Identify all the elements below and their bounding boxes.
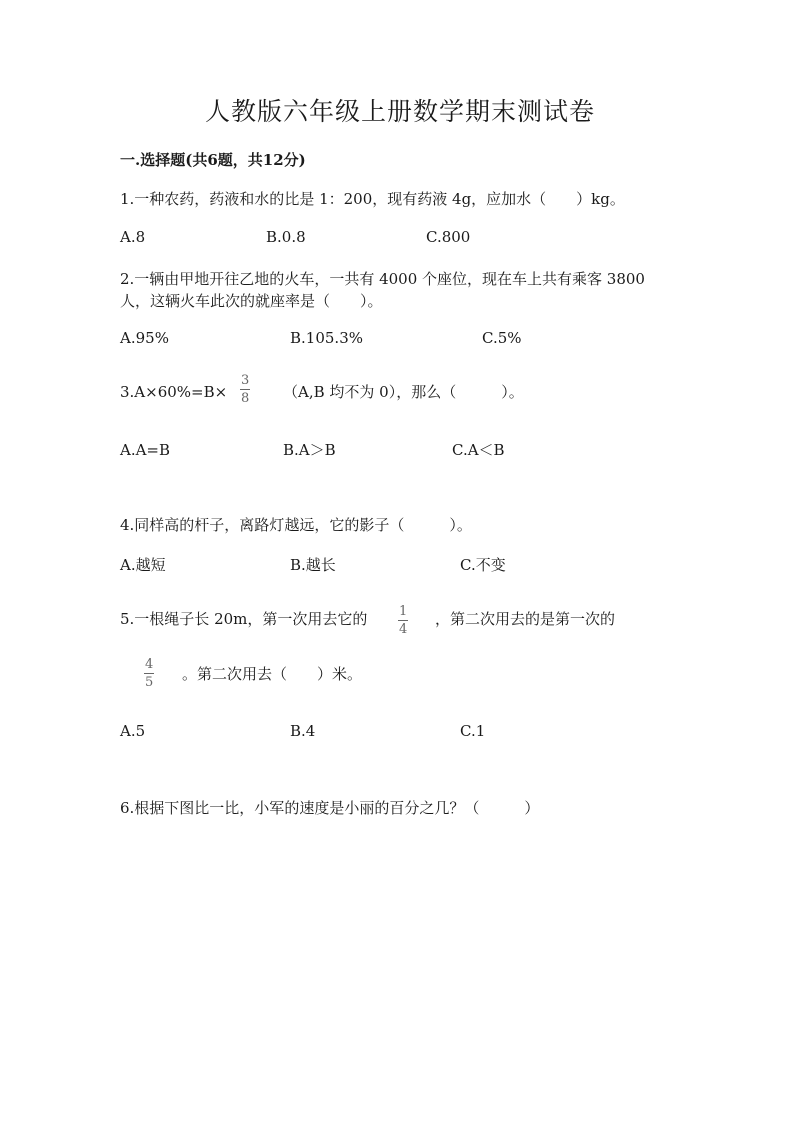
question-1-option-c: C.800 (426, 228, 471, 246)
page-title: 人教版六年级上册数学期末测试卷 (204, 97, 595, 126)
question-5-option-b: B.4 (290, 722, 316, 740)
question-5-fraction-2 (144, 657, 154, 690)
question-3-suffix: （A,B 均不为 0），那么（ ）。 (283, 383, 524, 401)
fraction-bar (398, 620, 408, 621)
question-2-text-line-1: 2.一辆由甲地开往乙地的火车，一共有 4000 个座位，现在车上共有乘客 3800 (120, 270, 645, 288)
section-heading: 一.选择题(共6题，共12分) (120, 151, 306, 169)
question-5-fraction-1 (398, 604, 408, 637)
question-4-option-a: A.越短 (120, 556, 166, 574)
question-3-option-c: C.A＜B (452, 441, 505, 459)
fraction-bar (144, 673, 154, 674)
question-5-option-a: A.5 (120, 722, 146, 740)
question-3-option-a: A.A=B (120, 441, 171, 459)
question-6-text: 6.根据下图比一比，小军的速度是小丽的百分之几？（ ） (120, 799, 540, 817)
question-4-text: 4.同样高的杆子，离路灯越远，它的影子（ ）。 (120, 516, 472, 534)
question-5-option-c: C.1 (460, 722, 486, 740)
fraction-numerator: 3 (241, 373, 250, 388)
question-4-option-c: C.不变 (460, 556, 506, 574)
question-5-middle: ，第二次用去的是第一次的 (435, 610, 616, 628)
question-3-prefix: 3.A×60%=B× (120, 383, 228, 401)
question-1-option-b: B.0.8 (266, 228, 306, 246)
question-3-option-b: B.A＞B (283, 441, 336, 459)
question-3-fraction (240, 373, 250, 406)
fraction-bar (240, 389, 250, 390)
question-1-text: 1.一种农药，药液和水的比是 1：200，现有药液 4g，应加水（ ）kg。 (120, 190, 625, 208)
question-5-suffix: 。第二次用去（ ）米。 (182, 665, 363, 683)
question-2-option-b: B.105.3% (290, 329, 363, 347)
question-5-prefix: 5.一根绳子长 20m，第一次用去它的 (120, 610, 368, 628)
question-2-option-a: A.95% (120, 329, 169, 347)
fraction-numerator: 1 (399, 604, 408, 619)
fraction-denominator: 8 (241, 391, 250, 406)
question-2-text-line-2: 人，这辆火车此次的就座率是（ ）。 (120, 292, 383, 310)
question-4-option-b: B.越长 (290, 556, 336, 574)
fraction-denominator: 4 (399, 622, 408, 637)
question-2-option-c: C.5% (482, 329, 522, 347)
fraction-numerator: 4 (145, 657, 154, 672)
fraction-denominator: 5 (145, 675, 154, 690)
question-1-option-a: A.8 (120, 228, 146, 246)
